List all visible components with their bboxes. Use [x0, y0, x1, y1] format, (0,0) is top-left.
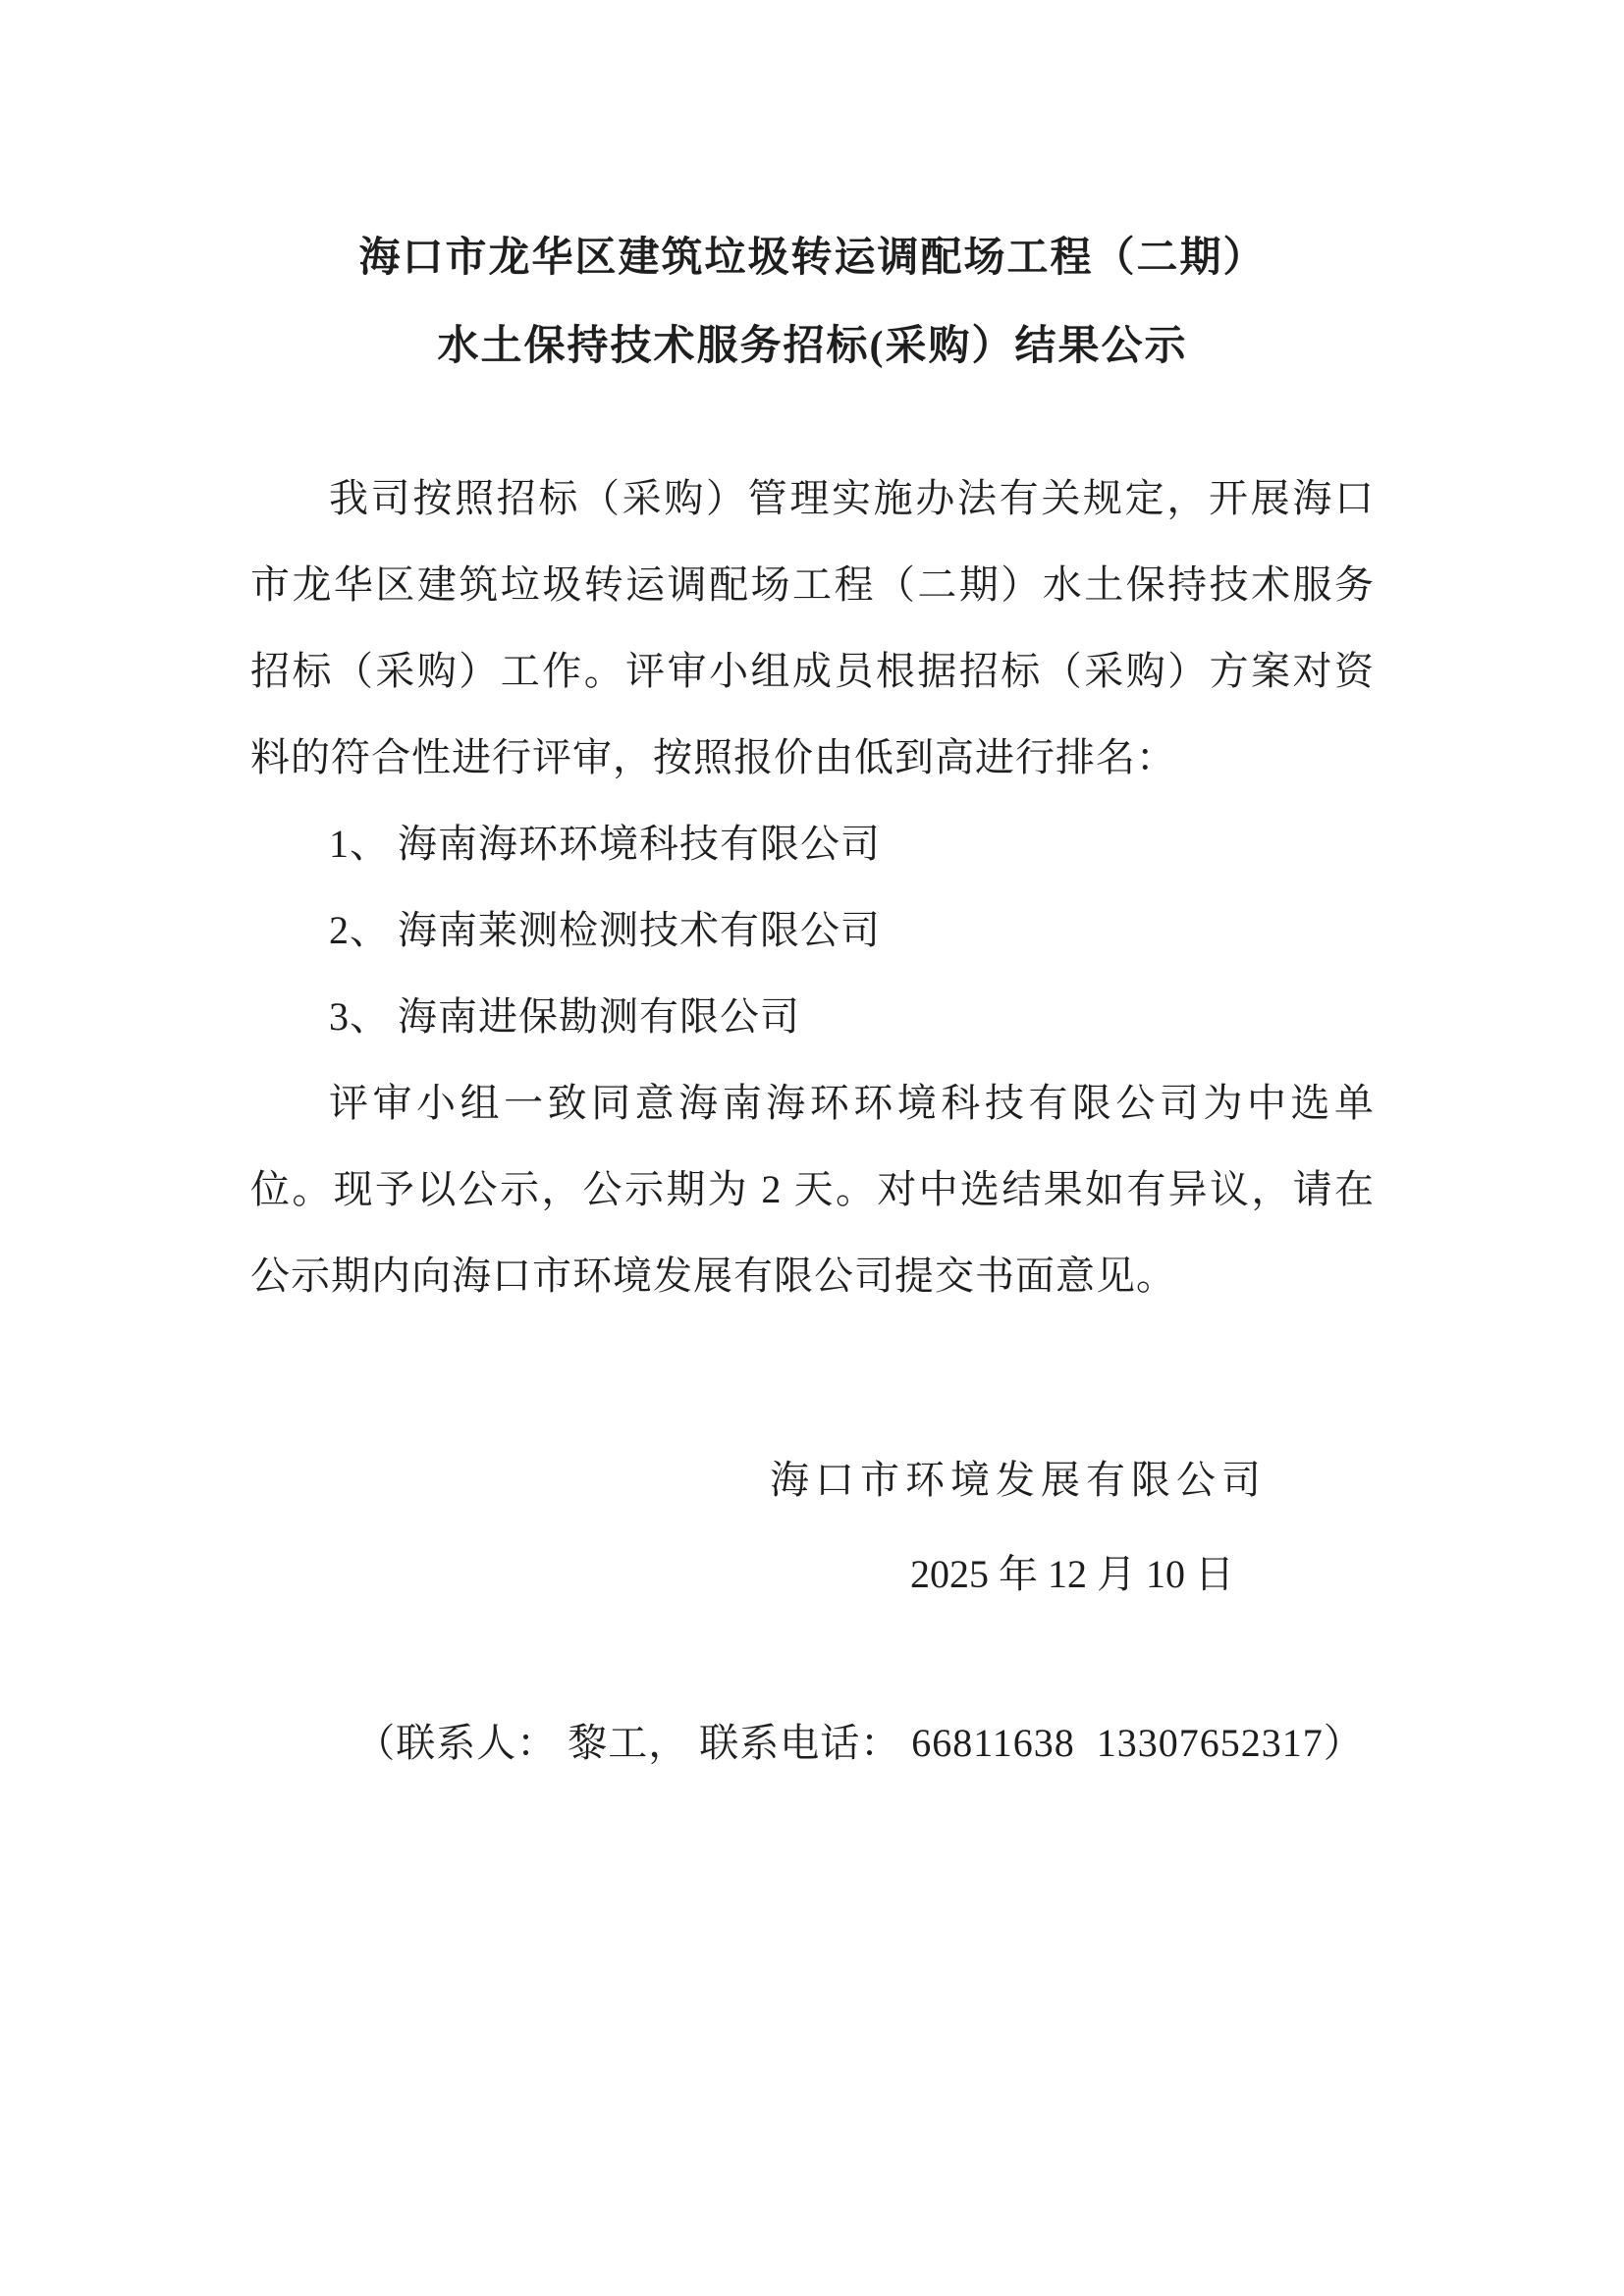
contact-info: （联系人： 黎工， 联系电话： 66811638 13307652317） [355, 1721, 1364, 1765]
document-body [250, 455, 1375, 1319]
ranking-list [250, 801, 1375, 1060]
document-title-line1: 海口市龙华区建筑垃圾转运调配场工程（二期） [358, 236, 1267, 281]
ranking-item-1 [250, 801, 1375, 887]
signature-date: 2025 年 12 月 10 日 [910, 1552, 1234, 1596]
paragraph-result: 评审小组一致同意海南海环环境科技有限公司为中选单位。现予以公示，公示期为 2 天。对中选结果如有异议，请在公示期内向海口市环境发展有限公司提交书面意见。 [250, 1081, 1375, 1298]
company-name-1: 海南海环环境科技有限公司 [398, 822, 881, 866]
rank-number-2: 2、 [329, 908, 390, 952]
rank-number-3: 3、 [329, 994, 390, 1039]
signature-company: 海口市环境发展有限公司 [770, 1458, 1267, 1502]
company-name-3: 海南进保勘测有限公司 [398, 994, 800, 1039]
rank-number-1: 1、 [329, 822, 390, 866]
ranking-item-3 [250, 974, 1375, 1060]
company-name-2: 海南莱测检测技术有限公司 [398, 908, 881, 952]
document-title-line2: 水土保持技术服务招标(采购）结果公示 [437, 324, 1188, 369]
ranking-item-2 [250, 887, 1375, 974]
paragraph-intro: 我司按照招标（采购）管理实施办法有关规定，开展海口市龙华区建筑垃圾转运调配场工程（二期）水土保持技术服务招标（采购）工作。评审小组成员根据招标（采购）方案对资料的符合性进行评审，按照报价由低到高进行排名： [250, 476, 1375, 779]
